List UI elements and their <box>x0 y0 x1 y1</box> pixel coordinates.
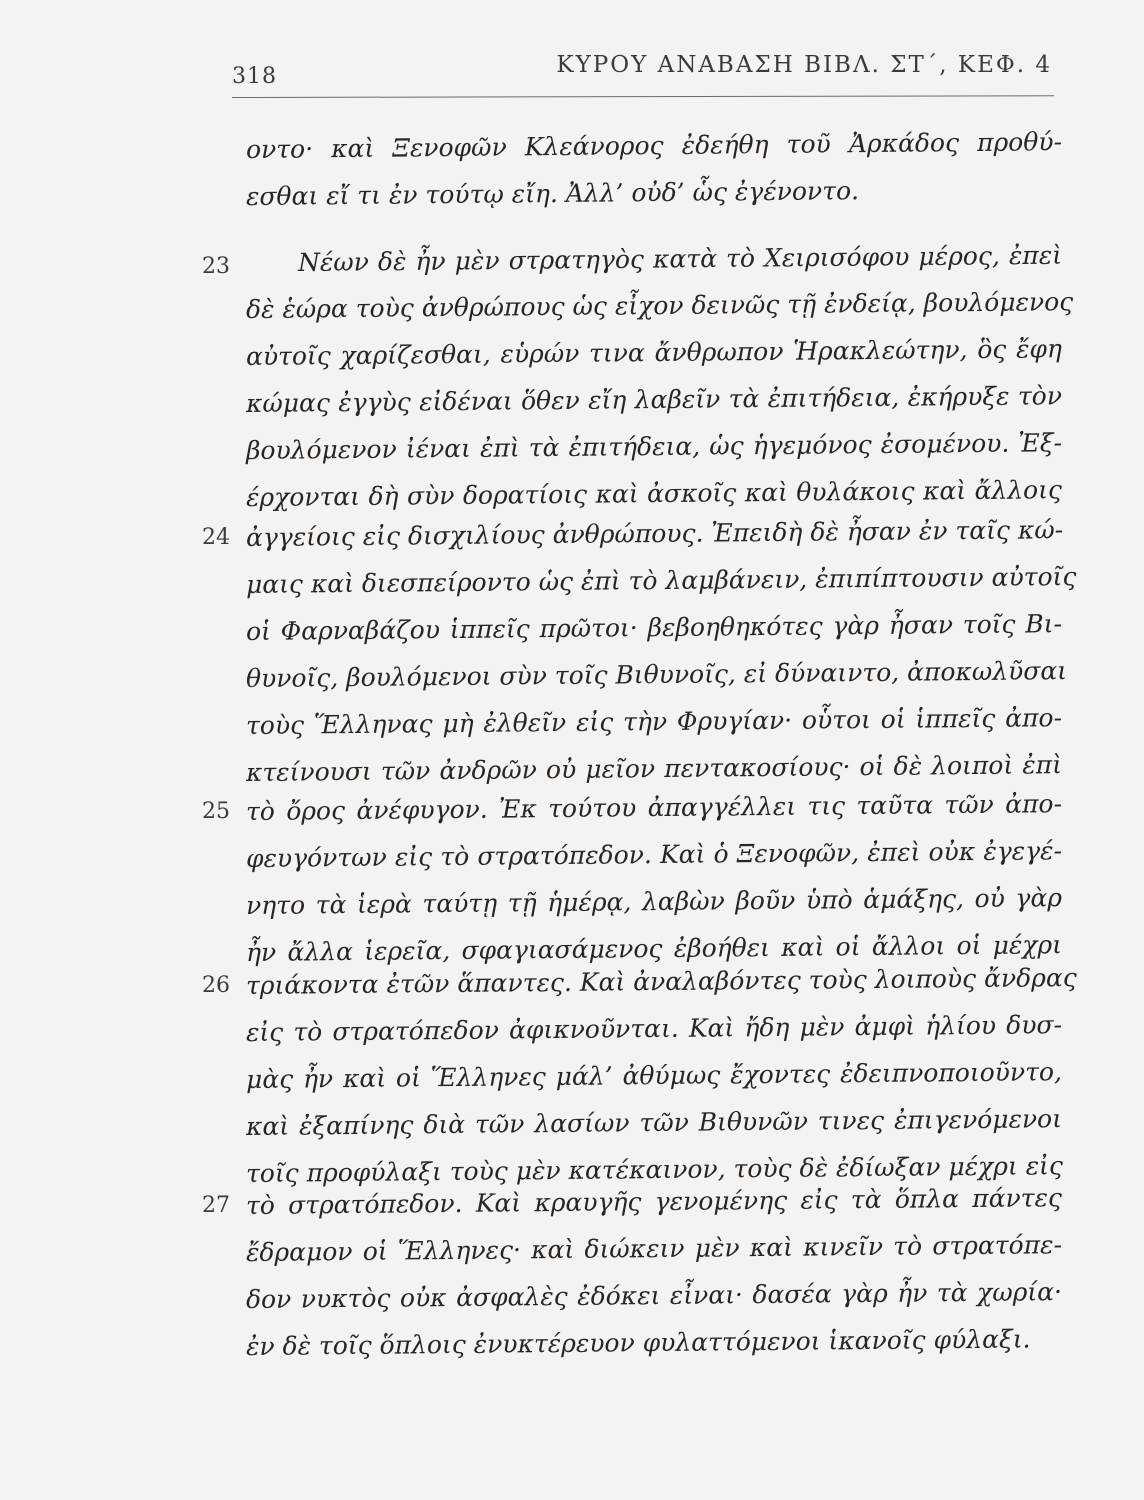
text-line: μὰς ἦν καὶ οἱ Ἕλληνες μάλ’ ἀθύμως ἔχοντες ἐδειπνοποιοῦντο, <box>245 1057 1063 1094</box>
running-title: ΚΥΡΟΥ ΑΝΑΒΑΣΗ ΒΙΒΛ. ΣΤ΄, ΚΕΦ. 4 <box>556 52 1052 78</box>
text-line: οἱ Φαρναβάζου ἱππεῖς πρῶτοι· βεβοηθηκότες γὰρ ἦσαν τοῖς Βι- <box>245 609 1063 646</box>
section-number: 25 <box>202 799 230 824</box>
text-line: μαις καὶ διεσπείροντο ὡς ἐπὶ τὸ λαμβάνειν, ἐπιπίπτουσιν αὐτοῖς <box>245 562 1077 599</box>
text-line: δον νυκτὸς οὐκ ἀσφαλὲς ἐδόκει εἶναι· δασέα γὰρ ἦν τὰ χωρία· <box>245 1277 1063 1314</box>
section-number: 26 <box>202 973 230 998</box>
section-number: 23 <box>202 254 230 279</box>
section-number: 24 <box>202 525 230 550</box>
text-line: βουλόμενον ἰέναι ἐπὶ τὰ ἐπιτήδεια, ὡς ἡγεμόνος ἐσομένου. Ἐξ- <box>245 428 1063 465</box>
text-line: αὐτοῖς χαρίζεσθαι, εὑρών τινα ἄνθρωπον Ἡρακλεώτην, ὃς ἔφη <box>245 334 1063 371</box>
text-line: δὲ ἑώρα τοὺς ἀνθρώπους ὡς εἶχον δεινῶς τῇ ἐνδείᾳ, βουλόμενος <box>245 287 1074 324</box>
text-line: τὸ στρατόπεδον. Καὶ κραυγῆς γενομένης εἰς τὰ ὅπλα πάντες <box>245 1183 1063 1220</box>
text-line: ἀγγείοις εἰς δισχιλίους ἀνθρώπους. Ἐπειδὴ δὲ ἦσαν ἐν ταῖς κώ- <box>245 515 1064 552</box>
text-line: έρχονται δὴ σὺν δορατίοις καὶ ἀσκοῖς καὶ θυλάκοις καὶ ἄλλοις <box>245 475 1063 512</box>
text-line: ἔδραμον οἱ Ἕλληνες· καὶ διώκειν μὲν καὶ κινεῖν τὸ στρατόπε- <box>245 1230 1063 1267</box>
text-line: τὸ ὄρος ἀνέφυγον. Ἐκ τούτου ἀπαγγέλλει τις ταῦτα τῶν ἀπο- <box>245 789 1063 826</box>
text-line: εἰς τὸ στρατόπεδον ἀφικνοῦνται. Καὶ ἤδη μὲν ἀμφὶ ἡλίου δυσ- <box>245 1010 1063 1047</box>
text-line: Νέων δὲ ἦν μὲν στρατηγὸς κατὰ τὸ Χειρισόφου μέρος, ἐπεὶ <box>297 240 1063 277</box>
text-line: κτείνουσι τῶν ἀνδρῶν οὐ μεῖον πεντακοσίους· οἱ δὲ λοιποὶ ἐπὶ <box>245 750 1063 787</box>
text-line: τοῖς προφύλαξι τοὺς μὲν κατέκαινον, τοὺς δὲ ἐδίωξαν μέχρι εἰς <box>245 1151 1064 1188</box>
text-line: φευγόντων εἰς τὸ στρατόπεδον. Καὶ ὁ Ξενοφῶν, ἐπεὶ οὐκ ἐγεγέ- <box>245 836 1063 873</box>
text-line: καὶ ἐξαπίνης διὰ τῶν λασίων τῶν Βιθυνῶν τινες ἐπιγενόμενοι <box>245 1104 1063 1141</box>
text-line: κώμας ἐγγὺς εἰδέναι ὅθεν εἴη λαβεῖν τὰ ἐπιτήδεια, ἐκήρυξε τὸν <box>245 381 1063 418</box>
text-line: τοὺς Ἕλληνας μὴ ἐλθεῖν εἰς τὴν Φρυγίαν· οὗτοι οἱ ἱππεῖς ἀπο- <box>245 703 1063 740</box>
text-line: ἦν ἄλλα ἱερεῖα, σφαγιασάμενος ἐβοήθει καὶ οἱ ἄλλοι οἱ μέχρι <box>245 930 1063 967</box>
text-line: νητο τὰ ἱερὰ ταύτῃ τῇ ἡμέρᾳ, λαβὼν βοῦν ὑπὸ ἁμάξης, οὐ γὰρ <box>245 883 1063 920</box>
section-number: 27 <box>202 1193 230 1218</box>
text-line: εσθαι εἴ τι ἐν τούτῳ εἴη. Ἀλλ’ οὐδ’ ὧς ἐγένοντο. <box>245 176 860 211</box>
text-line: ἐν δὲ τοῖς ὅπλοις ἐνυκτέρευον φυλαττόμενοι ἱκανοῖς φύλαξι. <box>245 1324 1031 1361</box>
text-line: θυνοῖς, βουλόμενοι σὺν τοῖς Βιθυνοῖς, εἰ δύναιντο, ἀποκωλῦσαι <box>245 656 1068 693</box>
header-rule <box>232 95 1054 98</box>
text-line: οντο· καὶ Ξενοφῶν Κλεάνορος ἐδεήθη τοῦ Ἀρκάδος προθύ- <box>245 127 1063 164</box>
text-line: τριάκοντα ἐτῶν ἅπαντες. Καὶ ἀναλαβόντες τοὺς λοιποὺς ἄνδρας <box>245 963 1077 1000</box>
page-number: 318 <box>232 64 277 89</box>
